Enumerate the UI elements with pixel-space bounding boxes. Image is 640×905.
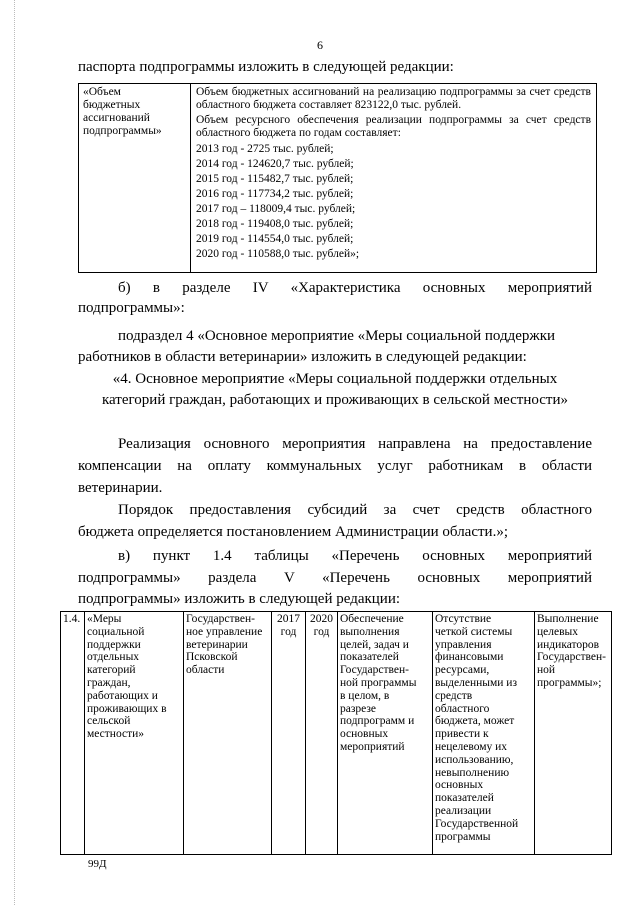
cell-line: подпрограмм и — [340, 715, 415, 728]
order-line1: Порядок предоставления субсидий за счет средств областного — [118, 502, 592, 518]
executor-cell — [183, 611, 272, 855]
start-year-cell — [271, 611, 306, 855]
scan-edge-line — [14, 0, 16, 905]
cell-line: выполнения — [340, 625, 400, 638]
measure-cell — [84, 611, 184, 855]
passport-table — [78, 83, 597, 273]
cell-line: ресурсами, — [435, 664, 490, 677]
footer-code: 99Д — [88, 858, 107, 870]
year-line: 2016 год - 117734,2 тыс. рублей; — [196, 188, 354, 200]
cell-line: бюджета, может — [435, 715, 515, 728]
cell-line: финансовыми — [435, 651, 504, 664]
order-line2: бюджета определяется постановлением Администрации области.»; — [78, 524, 508, 540]
cell-line: социальной — [87, 625, 145, 638]
item-b-line1: б) в разделе IV «Характеристика основных мероприятий — [118, 280, 592, 296]
consequence-cell — [432, 611, 535, 855]
cell-line: мероприятий — [340, 740, 405, 753]
page-number: 6 — [317, 38, 323, 52]
cell-line: реализации — [435, 804, 492, 817]
cell-line: ветеринарии — [186, 638, 248, 651]
cell-line: показателей — [340, 651, 399, 664]
cell-line: Государствен- — [186, 613, 255, 625]
cell-line: невыполнению — [435, 766, 510, 779]
cell-line: Государственной — [435, 817, 519, 830]
cell-line: средств — [435, 689, 473, 702]
cell-line: показателей — [435, 792, 494, 805]
cell-line: управления — [435, 638, 492, 651]
cell-line: основных — [340, 728, 389, 741]
year-line: 2019 год - 114554,0 тыс. рублей; — [196, 233, 354, 245]
year-line: 2018 год - 119408,0 тыс. рублей; — [196, 218, 354, 230]
intro-line: паспорта подпрограммы изложить в следующей редакции: — [78, 59, 454, 75]
cell-line: проживающих в — [87, 702, 167, 715]
cell-line: выделенными из — [435, 676, 517, 689]
item-v-line3: подпрограммы» изложить в следующей редакции: — [78, 591, 401, 607]
label-line: ассигнований — [83, 112, 150, 124]
cell-line: ное управление — [186, 625, 263, 638]
cell-line: нецелевому их — [435, 740, 508, 753]
total-funding-text: Объем бюджетных ассигнований на реализацию подпрограммы за счет средств областного бюджета составляет 823122,0 тыс. рублей. — [196, 86, 591, 111]
label-line: «Объем — [83, 86, 121, 98]
cell-line: год — [313, 625, 330, 638]
result-cell — [337, 611, 433, 855]
end-year-cell — [305, 611, 338, 855]
cell-line: ной программы — [340, 676, 417, 689]
heading-line2: категорий граждан, работающих и проживающих в сельской местности» — [101, 392, 569, 408]
subsection-line1: подраздел 4 «Основное мероприятие «Меры социальной поддержки — [118, 328, 556, 344]
cell-line: Государствен- — [340, 664, 409, 677]
cell-line: в целом, в — [340, 689, 390, 702]
cell-line: отдельных — [87, 651, 140, 664]
cell-line: целей, задач и — [340, 638, 409, 651]
cell-line: Отсутствие — [435, 613, 492, 625]
cell-line: 2017 — [277, 613, 300, 625]
cell-line: год — [280, 625, 297, 638]
year-line: 2017 год – 118009,4 тыс. рублей; — [196, 203, 356, 215]
cell-line: 2020 — [310, 613, 333, 625]
cell-line: программы»; — [537, 676, 602, 689]
cell-line: категорий — [87, 664, 136, 677]
cell-line: местности» — [87, 728, 145, 741]
cell-line: Псковской — [186, 651, 238, 664]
cell-line: «Меры — [87, 613, 122, 625]
implementation-line3: ветеринарии. — [78, 480, 163, 496]
cell-line: Обеспечение — [340, 613, 404, 625]
label-line: подпрограммы» — [83, 125, 162, 137]
implementation-line2: компенсации на оплату коммунальных услуг работникам в области — [78, 458, 592, 474]
item-b-line2: подпрограммы»: — [78, 300, 185, 316]
cell-line: использованию, — [435, 753, 514, 766]
cell-line: разрезе — [340, 702, 377, 715]
cell-line: привести к — [435, 728, 489, 741]
cell-line: работающих и — [87, 689, 158, 702]
row-number: 1.4. — [63, 613, 81, 625]
cell-line: областного — [435, 702, 490, 715]
label-line: бюджетных — [83, 99, 141, 111]
cell-line: индикаторов — [537, 638, 600, 651]
cell-line: ной — [537, 664, 556, 677]
item-v-line1: в) пункт 1.4 таблицы «Перечень основных мероприятий — [118, 548, 592, 564]
link-cell — [534, 611, 612, 855]
cell-line: поддержки — [87, 638, 141, 651]
cell-line: области — [186, 664, 225, 677]
year-line: 2020 год - 110588,0 тыс. рублей»; — [196, 248, 360, 260]
cell-line: четкой системы — [435, 625, 513, 638]
implementation-line1: Реализация основного мероприятия направлена на предоставление — [118, 436, 592, 452]
cell-line: программы — [435, 830, 491, 843]
cell-line: Выполнение — [537, 613, 599, 625]
cell-line: основных — [435, 779, 484, 792]
year-line: 2014 год - 124620,7 тыс. рублей; — [196, 158, 354, 170]
passport-value-cell — [191, 84, 596, 262]
year-line: 2015 год - 115482,7 тыс. рублей; — [196, 173, 354, 185]
measures-table — [60, 611, 612, 855]
passport-label-cell — [79, 84, 191, 272]
item-v-line2: подпрограммы» раздела V «Перечень основных мероприятий — [78, 570, 592, 586]
row-number-cell — [60, 611, 85, 855]
resource-text: Объем ресурсного обеспечения реализации подпрограммы за счет средств областного бюджета по годам составляет: — [196, 114, 591, 139]
heading-line1: «4. Основное мероприятие «Меры социальной поддержки отдельных — [112, 371, 558, 387]
year-line: 2013 год - 2725 тыс. рублей; — [196, 143, 334, 155]
cell-line: граждан, — [87, 676, 131, 689]
cell-line: Государствен- — [537, 651, 606, 664]
cell-line: сельской — [87, 715, 131, 728]
subsection-line2: работников в области ветеринарии» изложить в следующей редакции: — [78, 349, 527, 365]
cell-line: целевых — [537, 625, 579, 638]
